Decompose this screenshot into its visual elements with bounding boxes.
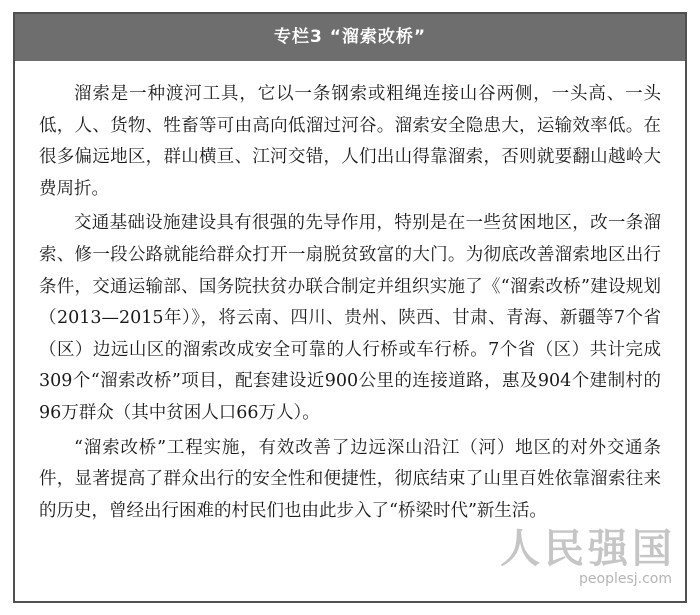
sidebar-box	[13, 12, 687, 603]
watermark-logo-text: 人民强国	[500, 526, 676, 572]
paragraph-2: 交通基础设施建设具有很强的先导作用，特别是在一些贫困地区，改一条溜索、修一段公路就能给群众打开一扇脱贫致富的大门。为彻底改善溜索地区出行条件，交通运输部、国务院扶贫办联合制定并组织实施了《“溜索改桥”建设规划（2013—2015年）》，将云南、四川、贵州、陕西、甘肃、青海、新疆等7个省（区）边远山区的溜索改成安全可靠的人行桥或车行桥。7个省（区）共计完成309个“溜索改桥”项目，配套建设近900公里的连接道路，惠及904个建制村的96万群众（其中贫困人口66万人）。	[39, 213, 661, 423]
box-header	[15, 14, 685, 61]
paragraph-1: 溜索是一种渡河工具，它以一条钢索或粗绳连接山谷两侧，一头高、一头低，人、货物、牲畜等可由高向低溜过河谷。溜索安全隐患大，运输效率低。在很多偏远地区，群山横亘、江河交错，人们出山得靠溜索，否则就要翻山越岭大费周折。	[39, 84, 661, 199]
watermark-url: peoplesj.com	[579, 571, 672, 587]
box-content	[15, 61, 685, 527]
box-title: 专栏3 “溜索改桥”	[273, 27, 427, 47]
paragraph-3: “溜索改桥”工程实施，有效改善了边远深山沿江（河）地区的对外交通条件，显著提高了群众出行的安全性和便捷性，彻底结束了山里百姓依靠溜索往来的历史，曾经出行困难的村民们也由此步入了“桥梁时代”新生活。	[39, 437, 661, 521]
